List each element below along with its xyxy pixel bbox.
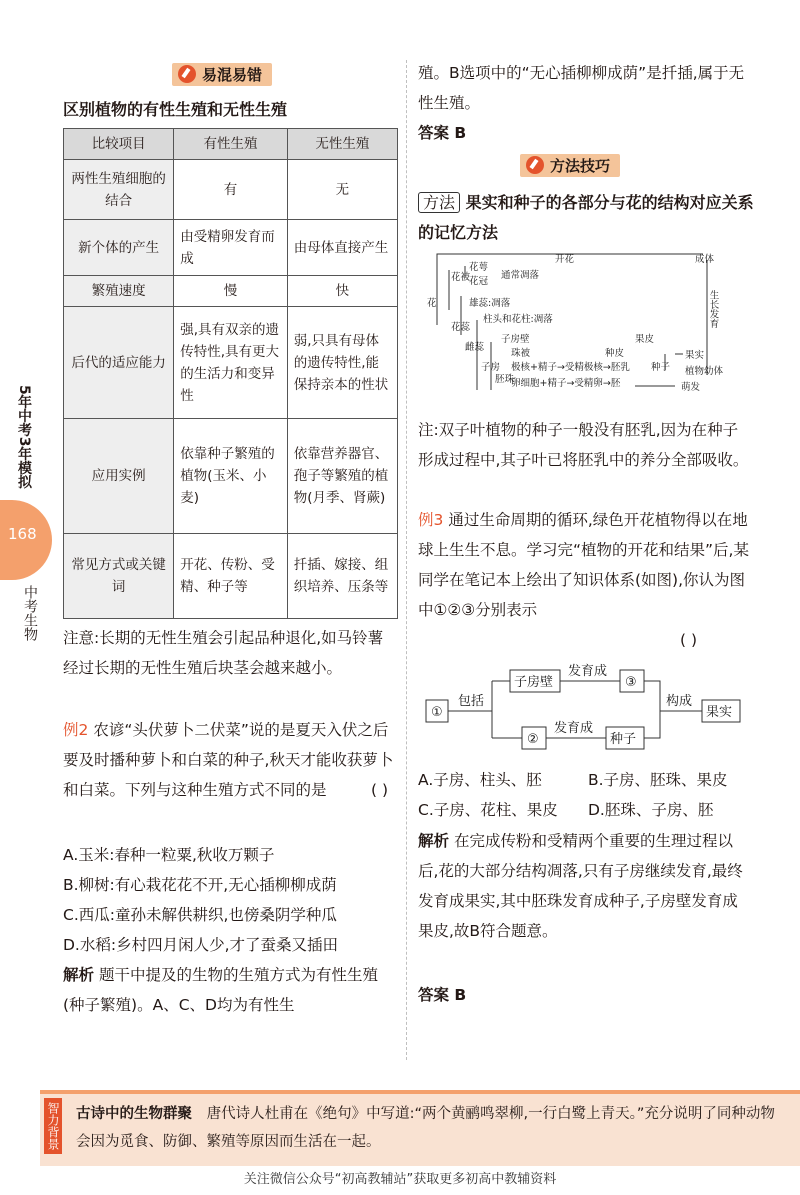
method-tag: 方法 xyxy=(418,192,460,213)
analysis-continued: 殖。B选项中的“无心插柳柳成荫”是扦插,属于无性生殖。 xyxy=(418,64,745,112)
option-d: D.胚珠、子房、胚 xyxy=(588,801,714,819)
table-cell: 后代的适应能力 xyxy=(64,307,174,419)
diagram-label: 植物幼体 xyxy=(685,366,724,377)
flower-structure-diagram xyxy=(425,250,755,400)
table-row xyxy=(64,220,398,276)
pencil-icon xyxy=(178,65,196,83)
diagram-label: 通常凋落 xyxy=(501,270,540,281)
table-cell: 快 xyxy=(287,276,397,307)
diagram-label: 开花 xyxy=(555,254,575,265)
diagram-label: 成体 xyxy=(695,254,715,265)
table-row xyxy=(64,160,398,220)
flow-label: 构成 xyxy=(666,694,693,709)
table-header: 无性生殖 xyxy=(287,129,397,160)
footer-content xyxy=(76,1100,776,1156)
option-b: B.柳树:有心栽花花不开,无心插柳柳成荫 xyxy=(63,876,337,894)
diagram-label: 子房壁 xyxy=(501,334,530,345)
example-3-options xyxy=(418,765,753,825)
table-cell: 新个体的产生 xyxy=(64,220,174,276)
diagram-label: 花萼 xyxy=(469,262,489,273)
comparison-table xyxy=(63,128,398,619)
diagram-label: 果皮 xyxy=(635,334,655,345)
subject-label: 中考生物 xyxy=(22,585,38,641)
table-cell: 常见方式或关键词 xyxy=(64,534,174,619)
example-2-options xyxy=(63,840,403,960)
diagram-label: 萌发 xyxy=(681,382,701,393)
footer-tag: 智力背景 xyxy=(44,1098,62,1154)
diagram-label: 花蕊 xyxy=(451,322,471,333)
analysis-left xyxy=(63,960,398,1020)
table-row xyxy=(64,307,398,419)
option-b: B.子房、胚珠、果皮 xyxy=(588,771,728,789)
diagram-label: 珠被 xyxy=(511,348,531,359)
diagram-label: 极核+精子→受精极核→胚乳 xyxy=(511,362,630,373)
table-row xyxy=(64,419,398,534)
example-label: 例3 xyxy=(418,511,444,529)
analysis-label: 解析 xyxy=(418,832,450,850)
table-cell: 开花、传粉、受精、种子等 xyxy=(174,534,288,619)
table-cell: 应用实例 xyxy=(64,419,174,534)
flow-label: 包括 xyxy=(458,694,485,709)
method-title-text: 果实和种子的各部分与花的结构对应关系的记忆方法 xyxy=(418,193,754,242)
badge-label: 易混易错 xyxy=(202,66,263,84)
table-cell: 弱,只具有母体的遗传特性,能保持亲本的性状 xyxy=(287,307,397,419)
pencil-icon xyxy=(526,156,544,174)
analysis-right xyxy=(418,826,753,946)
diagram-label: 生长发育 xyxy=(707,290,719,328)
analysis-label: 解析 xyxy=(63,966,95,984)
flow-label: 果实 xyxy=(706,705,733,720)
flow-label: ① xyxy=(431,705,443,720)
flow-label: 发育成 xyxy=(554,721,594,736)
diagram-label: 种皮 xyxy=(605,348,625,359)
diagram-label: 胚珠 xyxy=(495,374,515,385)
table-cell: 两性生殖细胞的结合 xyxy=(64,160,174,220)
column-divider xyxy=(406,60,407,1060)
table-header: 有性生殖 xyxy=(174,129,288,160)
section-subtitle: 区别植物的有性生殖和无性生殖 xyxy=(63,100,288,119)
table-cell: 慢 xyxy=(174,276,288,307)
table-cell: 无 xyxy=(287,160,397,220)
answer-2: 答案 B xyxy=(418,986,467,1004)
diagram-label: 柱头和花柱:凋落 xyxy=(483,314,553,325)
method-title xyxy=(418,188,758,248)
bottom-note: 关注微信公众号“初高教辅站”获取更多初高中教辅资料 xyxy=(243,1172,557,1187)
table-cell: 繁殖速度 xyxy=(64,276,174,307)
tricky-badge xyxy=(172,63,272,86)
table-cell: 由母体直接产生 xyxy=(287,220,397,276)
diagram-label: 花被 xyxy=(451,272,471,283)
footer-title: 古诗中的生物群聚 xyxy=(76,1106,192,1122)
option-d: D.水稻:乡村四月闲人少,才了蚕桑又插田 xyxy=(63,936,339,954)
option-c: C.子房、花柱、果皮 xyxy=(418,801,558,819)
table-row xyxy=(64,276,398,307)
diagram-label: 雄蕊:凋落 xyxy=(469,298,511,309)
flow-label: ② xyxy=(527,732,539,747)
table-row xyxy=(64,534,398,619)
note-paragraph: 注意:长期的无性生殖会引起品种退化,如马铃薯经过长期的无性生殖后块茎会越来越小。 xyxy=(63,629,384,677)
answer-paren: ( ) xyxy=(680,631,698,649)
badge-label: 方法技巧 xyxy=(550,157,611,175)
analysis-text: 在完成传粉和受精两个重要的生理过程以后,花的大部分结构凋落,只有子房继续发育,最终发育成果实,其中胚珠发育成种子,子房壁发育成果皮,故B符合题意。 xyxy=(418,832,743,940)
flow-label: 发育成 xyxy=(568,664,608,679)
table-cell: 扦插、嫁接、组织培养、压条等 xyxy=(287,534,397,619)
example-text: 通过生命周期的循环,绿色开花植物得以在地球上生生不息。学习完“植物的开花和结果”后,某同学在笔记本上绘出了知识体系(如图),你认为图中①②③分别表示 xyxy=(418,511,749,619)
table-header-row xyxy=(64,129,398,160)
table-cell: 依靠营养器官、孢子等繁殖的植物(月季、肾蕨) xyxy=(287,419,397,534)
method-badge xyxy=(520,154,620,177)
flow-label: 种子 xyxy=(610,732,637,747)
option-a: A.玉米:春种一粒粟,秋收万颗子 xyxy=(63,846,275,864)
example-3 xyxy=(418,505,753,625)
diagram-label: 花冠 xyxy=(469,276,489,287)
book-series-label: 5年中考3年模拟 xyxy=(16,385,32,489)
diagram-label: 花 xyxy=(427,298,437,309)
table-cell: 由受精卵发育而成 xyxy=(174,220,288,276)
answer-1: 答案 B xyxy=(418,124,467,142)
example-text: 农谚“头伏萝卜二伏菜”说的是夏天入伏之后要及时播种萝卜和白菜的种子,秋天才能收获萝卜和白菜。下列与这种生殖方式不同的是 xyxy=(63,721,394,799)
diagram-label: 种子 xyxy=(651,362,671,373)
diagram-label: 果实 xyxy=(685,350,705,361)
answer-paren: ( ) xyxy=(370,781,388,799)
knowledge-flow-diagram xyxy=(420,655,750,760)
method-note: 注:双子叶植物的种子一般没有胚乳,因为在种子形成过程中,其子叶已将胚乳中的养分全部吸收。 xyxy=(418,421,749,469)
analysis-text: 题干中提及的生物的生殖方式为有性生殖(种子繁殖)。A、C、D均为有性生 xyxy=(63,966,378,1014)
table-cell: 强,具有双亲的遗传特性,具有更大的生活力和变异性 xyxy=(174,307,288,419)
diagram-label: 卵细胞+精子→受精卵→胚 xyxy=(511,378,621,389)
option-a: A.子房、柱头、胚 xyxy=(418,771,542,789)
diagram-label: 雌蕊 xyxy=(465,342,485,353)
diagram-label: 子房 xyxy=(481,362,501,373)
option-c: C.西瓜:童孙未解供耕织,也傍桑阴学种瓜 xyxy=(63,906,337,924)
flow-label: ③ xyxy=(625,675,637,690)
footer-text: 唐代诗人杜甫在《绝句》中写道:“两个黄鹂鸣翠柳,一行白鹭上青天。”充分说明了同种动物会因为觅食、防御、繁殖等原因而生活在一起。 xyxy=(76,1106,775,1150)
page-number: 168 xyxy=(8,525,37,543)
flow-label: 子房壁 xyxy=(514,675,554,690)
table-cell: 有 xyxy=(174,160,288,220)
table-cell: 依靠种子繁殖的植物(玉米、小麦) xyxy=(174,419,288,534)
example-2 xyxy=(63,715,398,805)
example-label: 例2 xyxy=(63,721,89,739)
table-header: 比较项目 xyxy=(64,129,174,160)
